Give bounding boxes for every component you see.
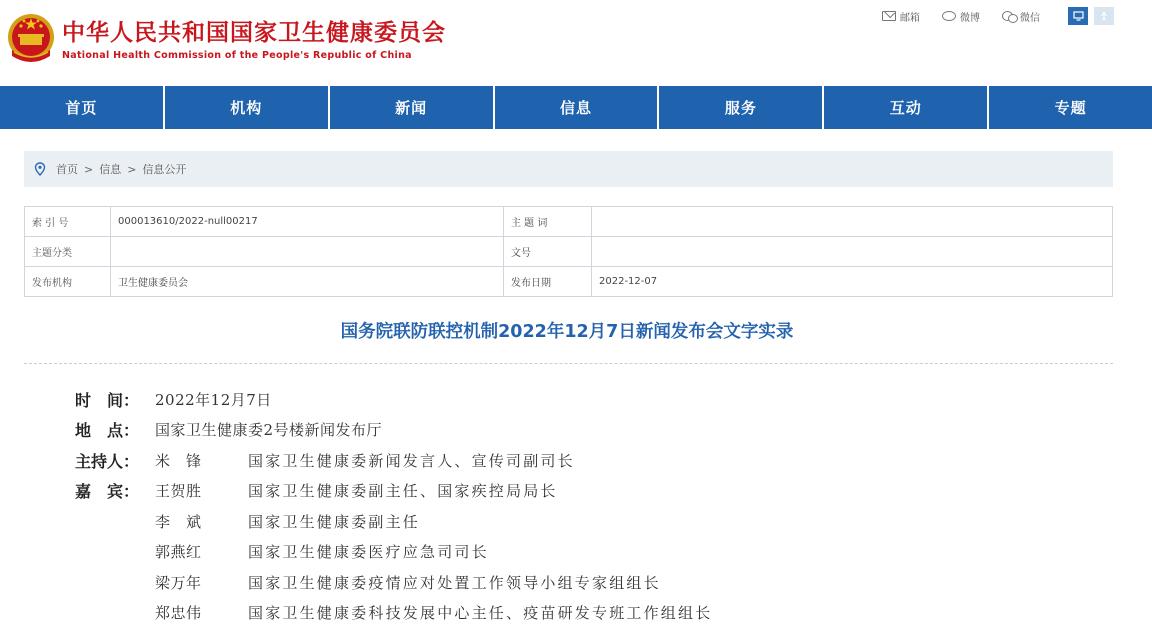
wechat-link[interactable] xyxy=(1002,9,1040,24)
weibo-link[interactable] xyxy=(942,9,980,24)
time-label: 时 间： xyxy=(75,390,140,410)
guest-name: 郑忠伟 xyxy=(155,604,202,623)
guest-row xyxy=(75,506,712,537)
place-label: 地 点： xyxy=(75,421,140,441)
docno-value xyxy=(592,237,1113,267)
publisher-value: 卫生健康委员会 xyxy=(111,267,504,297)
mail-link[interactable] xyxy=(882,9,920,24)
guest-row xyxy=(75,567,712,598)
divider xyxy=(24,363,1113,364)
host-label: 主持人： xyxy=(75,451,140,471)
guest-person xyxy=(155,602,712,623)
guest-title: 国家卫生健康委疫情应对处置工作领导小组专家组组长 xyxy=(248,573,661,592)
host-person xyxy=(155,450,575,471)
table-row xyxy=(25,237,1113,267)
guest-title: 国家卫生健康委副主任、国家疾控局局长 xyxy=(248,482,558,501)
place-row xyxy=(75,415,712,446)
nav-item-information[interactable]: 信息 xyxy=(495,86,660,129)
guest-person xyxy=(155,572,661,593)
article-title: 国务院联防联控机制2022年12月7日新闻发布会文字实录 xyxy=(340,322,794,342)
nav-item-services[interactable]: 服务 xyxy=(659,86,824,129)
guest-title: 国家卫生健康委副主任 xyxy=(248,512,421,531)
wechat-link-label: 微信 xyxy=(1020,12,1040,24)
mobile-icon-button[interactable] xyxy=(1068,7,1088,25)
screen-icon xyxy=(1073,11,1084,21)
article-meta xyxy=(75,384,712,628)
site-subtitle: National Health Commission of the People's Republic of China xyxy=(62,50,412,61)
mail-link-label: 邮箱 xyxy=(900,12,920,24)
guest-row xyxy=(75,598,712,629)
nav-item-home[interactable]: 首页 xyxy=(0,86,165,129)
breadcrumb xyxy=(24,151,1113,187)
date-value: 2022-12-07 xyxy=(592,267,1113,297)
accessibility-icon xyxy=(1099,11,1109,21)
location-pin-icon xyxy=(34,162,46,176)
breadcrumb-information[interactable]: 信息 xyxy=(99,163,122,176)
table-row xyxy=(25,267,1113,297)
guest-title: 国家卫生健康委科技发展中心主任、疫苗研发专班工作组组长 xyxy=(248,604,713,623)
docno-label: 文号 xyxy=(504,237,592,267)
guest-person xyxy=(155,541,489,562)
subject-value xyxy=(592,207,1113,237)
wechat-icon xyxy=(1002,11,1016,21)
category-label: 主题分类 xyxy=(25,237,111,267)
index-value: 000013610/2022-null00217 xyxy=(111,207,504,237)
host-title: 国家卫生健康委新闻发言人、宣传司副司长 xyxy=(248,451,575,470)
time-row xyxy=(75,384,712,415)
guest-name: 郭燕红 xyxy=(155,543,202,562)
guest-row xyxy=(75,537,712,568)
table-row xyxy=(25,207,1113,237)
guest-name: 李 斌 xyxy=(155,512,202,531)
site-header xyxy=(0,0,1152,86)
host-row xyxy=(75,445,712,476)
category-value xyxy=(111,237,504,267)
guest-title: 国家卫生健康委医疗应急司司长 xyxy=(248,543,489,562)
accessibility-icon-button[interactable] xyxy=(1094,7,1114,25)
document-info-table xyxy=(24,206,1113,297)
breadcrumb-disclosure[interactable]: 信息公开 xyxy=(142,163,187,176)
date-label: 发布日期 xyxy=(504,267,592,297)
breadcrumb-home[interactable]: 首页 xyxy=(56,163,78,176)
nav-item-news[interactable]: 新闻 xyxy=(330,86,495,129)
guest-name: 王贺胜 xyxy=(155,482,202,501)
guest-row xyxy=(75,476,712,507)
place-value: 国家卫生健康委2号楼新闻发布厅 xyxy=(155,421,383,440)
top-links xyxy=(882,7,1114,25)
breadcrumb-separator: > xyxy=(127,162,137,176)
index-label: 索 引 号 xyxy=(25,207,111,237)
subject-label: 主 题 词 xyxy=(504,207,592,237)
guests-label: 嘉 宾： xyxy=(75,482,140,502)
guest-person xyxy=(155,480,558,501)
host-name: 米 锋 xyxy=(155,451,202,470)
mail-icon xyxy=(882,11,896,21)
nav-item-topics[interactable]: 专题 xyxy=(1054,99,1087,117)
nav-item-interaction[interactable]: 互动 xyxy=(824,86,989,129)
weibo-link-label: 微博 xyxy=(960,12,980,24)
national-emblem-icon[interactable] xyxy=(6,10,56,66)
breadcrumb-separator: > xyxy=(84,162,94,176)
weibo-icon xyxy=(942,11,956,21)
guest-person xyxy=(155,511,420,532)
publisher-label: 发布机构 xyxy=(25,267,111,297)
nav-item-organization[interactable]: 机构 xyxy=(165,86,330,129)
main-nav xyxy=(0,86,1152,129)
time-value: 2022年12月7日 xyxy=(155,390,272,409)
guest-name: 梁万年 xyxy=(155,573,202,592)
site-title[interactable]: 中华人民共和国国家卫生健康委员会 xyxy=(62,20,446,46)
